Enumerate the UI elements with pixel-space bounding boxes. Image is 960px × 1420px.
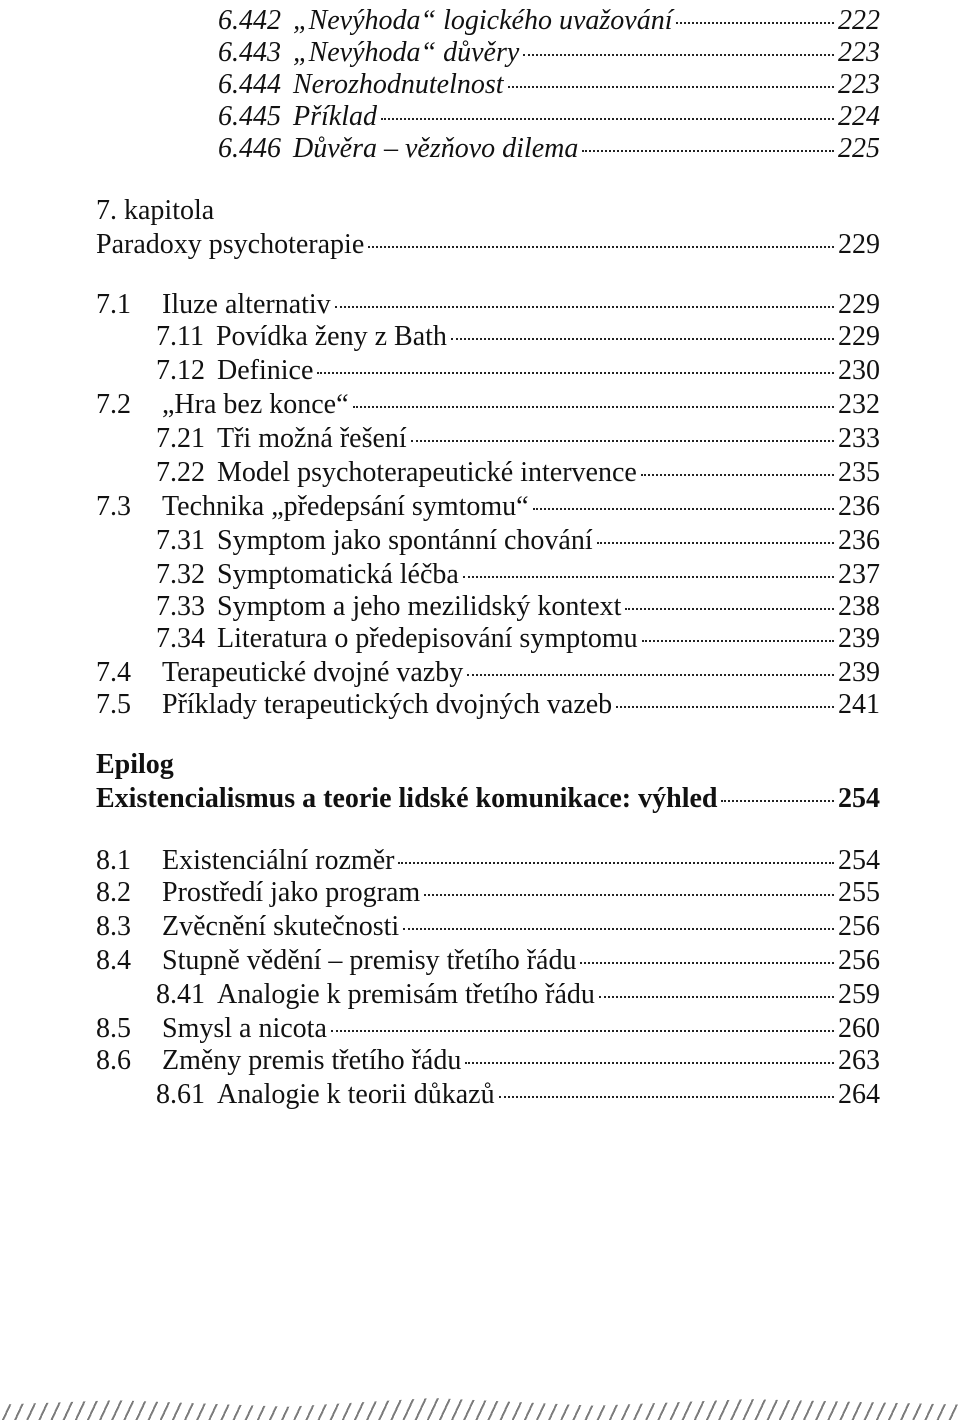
toc-entry: [96, 1044, 880, 1078]
toc-entry-page: 235: [838, 457, 880, 488]
chapter-title-entry: [96, 228, 880, 262]
dot-leader: [676, 20, 834, 24]
toc-entry-title: Existenciální rozměr: [162, 845, 395, 876]
toc-entry: [218, 4, 880, 38]
toc-entry-title: Příklad: [293, 101, 377, 132]
toc-entry-title: „Nevýhoda“ důvěry: [293, 37, 520, 68]
toc-entry-page: 256: [838, 911, 880, 942]
toc-entry-page: 256: [838, 945, 880, 976]
toc-entry-number: 8.2: [96, 877, 131, 908]
dot-leader: [625, 606, 834, 610]
toc-entry: [156, 622, 880, 656]
toc-entry: [218, 132, 880, 166]
toc-entry-number: 6.443: [218, 37, 281, 68]
epilog-title-entry: [96, 782, 880, 816]
chapter-label: 7. kapitola: [96, 195, 215, 226]
toc-entry-title: Symptom a jeho mezilidský kontext: [217, 591, 622, 622]
toc-entry-title: Prostředí jako program: [162, 877, 421, 908]
toc-entry-page: 233: [838, 423, 880, 454]
toc-entry-page: 232: [838, 389, 880, 420]
toc-entry: [96, 876, 880, 910]
toc-entry-page: 264: [838, 1079, 880, 1110]
toc-entry: [156, 422, 880, 456]
dot-leader: [451, 336, 834, 340]
toc-entry-title: Změny premis třetího řádu: [162, 1045, 462, 1076]
toc-entry-title: Symptom jako spontánní chování: [217, 525, 593, 556]
toc-entry-number: 7.12: [156, 355, 205, 386]
dot-leader: [317, 370, 834, 374]
dot-leader: [411, 438, 834, 442]
toc-entry: [156, 456, 880, 490]
toc-entry-page: 229: [838, 289, 880, 320]
epilog-label: Epilog: [96, 749, 174, 780]
dot-leader: [641, 472, 834, 476]
toc-entry-title: Technika „předepsání symtomu“: [162, 491, 529, 522]
toc-entry: [156, 590, 880, 624]
epilog-page: 254: [838, 783, 880, 814]
toc-entry-number: 6.446: [218, 133, 281, 164]
epilog-title: Existencialismus a teorie lidské komunikace: výhled: [96, 783, 718, 814]
dot-leader: [580, 960, 834, 964]
toc-entry: [218, 100, 880, 134]
scan-artifact: [0, 1398, 960, 1420]
toc-entry: [156, 354, 880, 388]
toc-entry-page: 222: [838, 5, 880, 36]
toc-entry: [156, 978, 880, 1012]
toc-entry: [156, 524, 880, 558]
toc-entry-page: 237: [838, 559, 880, 590]
toc-entry-title: Analogie k teorii důkazů: [217, 1079, 495, 1110]
toc-entry: [96, 288, 880, 322]
toc-entry: [96, 1012, 880, 1046]
chapter-page: 229: [838, 229, 880, 260]
toc-entry-number: 6.445: [218, 101, 281, 132]
toc-entry-page: 254: [838, 845, 880, 876]
toc-entry-number: 7.2: [96, 389, 131, 420]
dot-leader: [499, 1094, 834, 1098]
toc-entry-page: 241: [838, 689, 880, 720]
toc-entry: [96, 388, 880, 422]
toc-entry-title: Důvěra – vězňovo dilema: [293, 133, 579, 164]
toc-entry: [218, 68, 880, 102]
toc-entry: [218, 36, 880, 70]
toc-entry-title: „Hra bez konce“: [162, 389, 349, 420]
toc-entry: [96, 844, 880, 878]
toc-entry-title: Definice: [217, 355, 314, 386]
dot-leader: [403, 926, 834, 930]
toc-entry-number: 8.5: [96, 1013, 131, 1044]
toc-entry-title: Terapeutické dvojné vazby: [162, 657, 464, 688]
dot-leader: [616, 704, 834, 708]
toc-entry-page: 236: [838, 525, 880, 556]
toc-entry-number: 7.31: [156, 525, 205, 556]
toc-entry-page: 229: [838, 321, 880, 352]
toc-entry-title: Smysl a nicota: [162, 1013, 327, 1044]
dot-leader: [381, 116, 834, 120]
dot-leader: [398, 860, 834, 864]
toc-entry-title: Zvěcnění skutečnosti: [162, 911, 400, 942]
toc-entry-number: 6.442: [218, 5, 281, 36]
toc-entry-number: 7.32: [156, 559, 205, 590]
toc-entry-title: Model psychoterapeutické intervence: [217, 457, 637, 488]
toc-entry-page: 236: [838, 491, 880, 522]
dot-leader: [533, 506, 834, 510]
dot-leader: [465, 1060, 834, 1064]
toc-entry-page: 239: [838, 623, 880, 654]
toc-entry: [156, 558, 880, 592]
toc-entry-number: 8.4: [96, 945, 131, 976]
dot-leader: [597, 540, 834, 544]
toc-entry-page: 230: [838, 355, 880, 386]
toc-entry-page: 238: [838, 591, 880, 622]
toc-entry-page: 224: [838, 101, 880, 132]
toc-entry-number: 7.3: [96, 491, 131, 522]
toc-entry-title: Symptomatická léčba: [217, 559, 459, 590]
dot-leader: [368, 244, 834, 248]
toc-entry-page: 239: [838, 657, 880, 688]
dot-leader: [523, 52, 834, 56]
toc-entry-number: 7.34: [156, 623, 205, 654]
dot-leader: [335, 304, 834, 308]
toc-entry-title: Literatura o předepisování symptomu: [217, 623, 638, 654]
dot-leader: [463, 574, 834, 578]
toc-entry: [96, 656, 880, 690]
toc-entry-title: Tři možná řešení: [217, 423, 407, 454]
dot-leader: [424, 892, 834, 896]
toc-entry-number: 7.4: [96, 657, 131, 688]
toc-entry-number: 7.21: [156, 423, 205, 454]
toc-entry-page: 255: [838, 877, 880, 908]
toc-entry-page: 223: [838, 69, 880, 100]
toc-entry-number: 7.5: [96, 689, 131, 720]
dot-leader: [599, 994, 834, 998]
toc-entry-page: 263: [838, 1045, 880, 1076]
toc-entry-number: 8.41: [156, 979, 205, 1010]
toc-entry-title: Nerozhodnutelnost: [293, 69, 504, 100]
toc-entry-title: Iluze alternativ: [162, 289, 331, 320]
dot-leader: [353, 404, 834, 408]
dot-leader: [508, 84, 834, 88]
toc-entry-title: Stupně vědění – premisy třetího řádu: [162, 945, 577, 976]
toc-entry-title: Příklady terapeutických dvojných vazeb: [162, 689, 613, 720]
dot-leader: [467, 672, 834, 676]
toc-entry: [156, 320, 880, 354]
toc-entry: [156, 1078, 880, 1112]
toc-entry-title: „Nevýhoda“ logického uvažování: [293, 5, 673, 36]
toc-entry-number: 8.1: [96, 845, 131, 876]
toc-entry-title: Analogie k premisám třetího řádu: [217, 979, 595, 1010]
toc-entry-number: 6.444: [218, 69, 281, 100]
toc-entry-page: 223: [838, 37, 880, 68]
toc-entry-number: 8.61: [156, 1079, 205, 1110]
toc-entry-page: 260: [838, 1013, 880, 1044]
toc-entry-number: 8.3: [96, 911, 131, 942]
toc-entry: [96, 944, 880, 978]
chapter-title: Paradoxy psychoterapie: [96, 229, 365, 260]
toc-entry-number: 7.11: [156, 321, 204, 352]
dot-leader: [721, 798, 834, 802]
dot-leader: [582, 148, 834, 152]
toc-entry-number: 7.33: [156, 591, 205, 622]
toc-entry-number: 7.1: [96, 289, 131, 320]
toc-entry-number: 8.6: [96, 1045, 131, 1076]
toc-entry-page: 259: [838, 979, 880, 1010]
toc-entry-page: 225: [838, 133, 880, 164]
dot-leader: [642, 638, 834, 642]
dot-leader: [331, 1028, 834, 1032]
toc-entry-number: 7.22: [156, 457, 205, 488]
toc-entry: [96, 688, 880, 722]
toc-entry: [96, 490, 880, 524]
toc-entry: [96, 910, 880, 944]
toc-entry-title: Povídka ženy z Bath: [215, 321, 447, 352]
